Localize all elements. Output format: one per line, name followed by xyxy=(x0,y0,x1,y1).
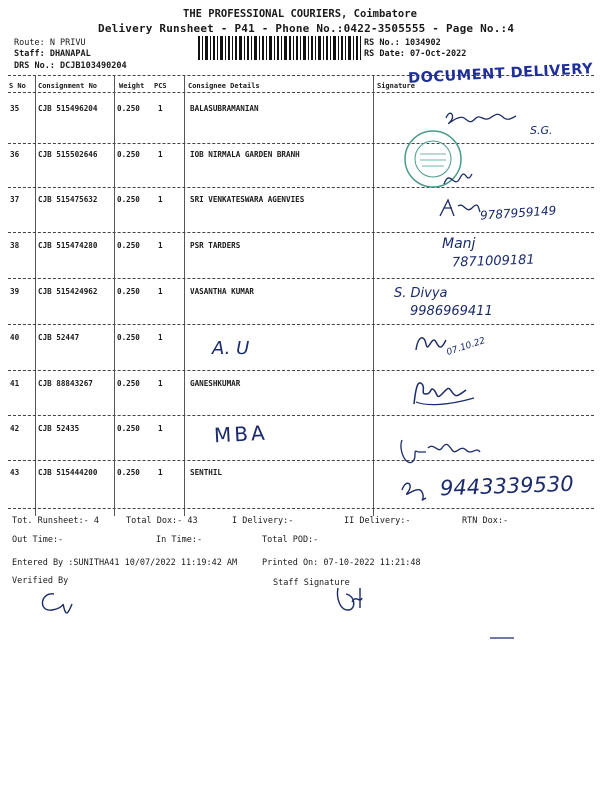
total-dox: Total Dox:- 43 xyxy=(126,516,198,526)
row-consignment: CJB 515424962 xyxy=(38,287,98,296)
row-consignment: CJB 515444200 xyxy=(38,468,98,477)
row-pcs: 1 xyxy=(158,379,163,388)
col-divider xyxy=(35,76,36,516)
row-38-name: Manj xyxy=(442,236,476,252)
row-pcs: 1 xyxy=(158,287,163,296)
printed-on: Printed On: 07-10-2022 11:21:48 xyxy=(262,558,421,568)
signature-row-36 xyxy=(440,164,480,192)
row-weight: 0.250 xyxy=(117,241,140,250)
row-consignee: BALASUBRAMANIAN xyxy=(190,104,259,113)
rs-date: RS Date: 07-Oct-2022 xyxy=(364,49,467,59)
row-42-initials: MBA xyxy=(213,420,269,448)
row-pcs: 1 xyxy=(158,241,163,250)
company-title: THE PROFESSIONAL COURIERS, Coimbatore xyxy=(183,8,417,20)
signature-row-43 xyxy=(396,476,432,504)
row-37-phone: 9787959149 xyxy=(479,203,557,223)
pen-mark xyxy=(488,634,518,640)
row-weight: 0.250 xyxy=(117,379,140,388)
row-consignee: GANESHKUMAR xyxy=(190,379,241,388)
row-pcs: 1 xyxy=(158,468,163,477)
row-rule xyxy=(8,508,594,509)
col-weight: Weight xyxy=(119,82,145,90)
runsheet-title: Delivery Runsheet - P41 - Phone No.:0422-3505555 - Page No.:4 xyxy=(98,22,515,35)
row-weight: 0.250 xyxy=(117,424,140,433)
header-rule-bottom xyxy=(8,92,594,93)
ii-delivery: II Delivery:- xyxy=(344,516,411,526)
row-pcs: 1 xyxy=(158,104,163,113)
row-39-name: S. Divya xyxy=(394,286,448,301)
document-delivery-stamp: DOCUMENT DELIVERY xyxy=(407,61,594,87)
row-weight: 0.250 xyxy=(117,195,140,204)
row-38-phone: 7871009181 xyxy=(451,252,535,271)
row-consignment: CJB 515475632 xyxy=(38,195,98,204)
col-divider xyxy=(184,76,185,516)
total-pod: Total POD:- xyxy=(262,535,319,545)
row-rule xyxy=(8,187,594,188)
row-pcs: 1 xyxy=(158,333,163,342)
i-delivery: I Delivery:- xyxy=(232,516,294,526)
row-sno: 42 xyxy=(10,424,20,433)
col-sno: S No xyxy=(9,82,26,90)
row-consignment: CJB 52435 xyxy=(38,424,80,433)
row-consignment: CJB 52447 xyxy=(38,333,80,342)
rs-number: RS No.: 1034902 xyxy=(364,38,441,48)
row-pcs: 1 xyxy=(158,195,163,204)
rtn-dox: RTN Dox:- xyxy=(462,516,509,526)
verified-signature xyxy=(36,588,76,616)
staff-signature-label: Staff Signature xyxy=(273,578,350,588)
row-consignee: IOB NIRMALA GARDEN BRANH xyxy=(190,150,300,159)
row-pcs: 1 xyxy=(158,150,163,159)
row-weight: 0.250 xyxy=(117,333,140,342)
total-runsheet: Tot. Runsheet:- 4 xyxy=(12,516,99,526)
entered-by: Entered By :SUNITHA41 10/07/2022 11:19:42 AM xyxy=(12,558,238,568)
row-40-initials: A. U xyxy=(212,338,250,359)
signature-row-41 xyxy=(408,374,478,410)
row-39-phone: 9986969411 xyxy=(410,304,493,319)
row-weight: 0.250 xyxy=(117,468,140,477)
row-consignee: SENTHIL xyxy=(190,468,223,477)
row-35-tag: S.G. xyxy=(530,124,553,137)
out-time: Out Time:- xyxy=(12,535,64,545)
col-consignment: Consignment No xyxy=(38,82,98,90)
col-pcs: PCS xyxy=(154,82,167,90)
row-sno: 37 xyxy=(10,195,20,204)
route-label: Route: N PRIVU xyxy=(14,38,86,48)
verified-by-label: Verified By xyxy=(12,576,69,586)
row-consignment: CJB 515474280 xyxy=(38,241,98,250)
row-weight: 0.250 xyxy=(117,287,140,296)
row-rule xyxy=(8,415,594,416)
row-sno: 40 xyxy=(10,333,20,342)
signature-row-35 xyxy=(440,104,530,128)
row-consignee: PSR TARDERS xyxy=(190,241,241,250)
col-signature: Signature xyxy=(377,82,415,90)
row-weight: 0.250 xyxy=(117,104,140,113)
row-consignment: CJB 515502646 xyxy=(38,150,98,159)
row-rule xyxy=(8,370,594,371)
row-sno: 36 xyxy=(10,150,20,159)
staff-signature xyxy=(330,580,374,616)
row-consignee: SRI VENKATESWARA AGENVIES xyxy=(190,195,305,204)
signature-row-42 xyxy=(396,434,506,474)
row-sno: 38 xyxy=(10,241,20,250)
col-divider xyxy=(114,76,115,516)
row-sno: 39 xyxy=(10,287,20,296)
col-consignee: Consignee Details xyxy=(188,82,260,90)
row-weight: 0.250 xyxy=(117,150,140,159)
drs-number: DRS No.: DCJB103490204 xyxy=(14,61,127,71)
row-sno: 35 xyxy=(10,104,20,113)
row-sno: 43 xyxy=(10,468,20,477)
row-rule xyxy=(8,324,594,325)
row-consignment: CJB 515496204 xyxy=(38,104,98,113)
barcode xyxy=(198,36,362,62)
row-sno: 41 xyxy=(10,379,20,388)
staff-label: Staff: DHANAPAL xyxy=(14,49,91,59)
row-rule xyxy=(8,278,594,279)
row-rule xyxy=(8,143,594,144)
row-consignee: VASANTHA KUMAR xyxy=(190,287,255,296)
row-rule xyxy=(8,232,594,233)
col-divider xyxy=(373,76,374,516)
row-40-date: 07.10.22 xyxy=(445,336,487,358)
row-43-phone: 9443339530 xyxy=(439,471,574,501)
in-time: In Time:- xyxy=(156,535,203,545)
signature-row-37 xyxy=(436,196,484,222)
row-consignment: CJB 88843267 xyxy=(38,379,93,388)
row-pcs: 1 xyxy=(158,424,163,433)
row-rule xyxy=(8,460,594,461)
